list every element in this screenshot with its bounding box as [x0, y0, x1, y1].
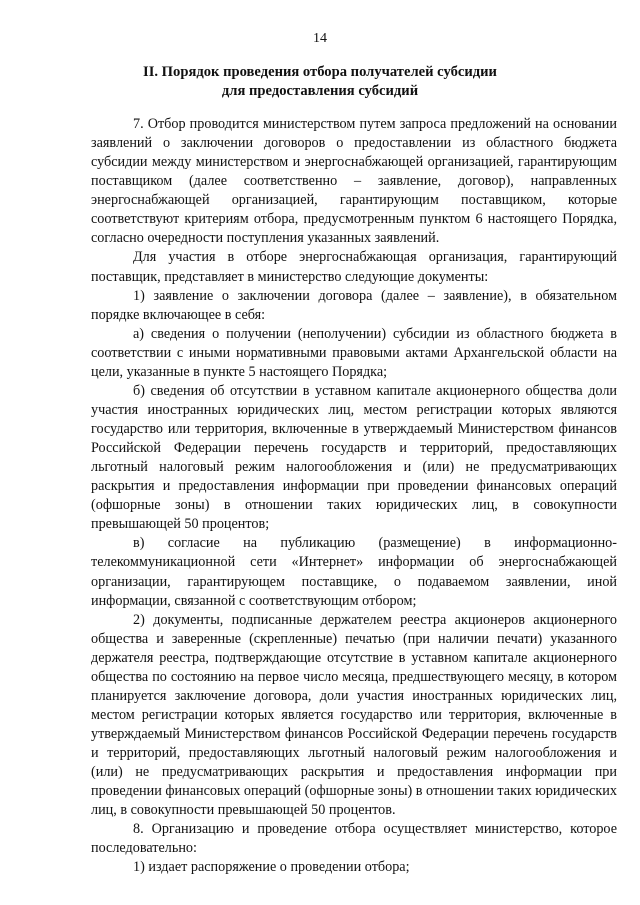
- page-number: 14: [313, 31, 327, 46]
- section-heading-line-2: для предоставления субсидий: [221, 83, 419, 99]
- paragraph-item-2: 2) документы, подписанные держателем реестра акционеров акционерного общества и заверенные (скрепленные) печатью (при наличии печати) указанного держателя реестра, подтверждающие отсутствие в уставном капитале акционерного общества по состоянию на первое число месяца, предшествующего месяцу, в котором планируется заключение договора, доли участия иностранных юридических лиц, местом регистрации которых является государство или территория, включенные в утверждаемый Министерством финансов Российской Федерации перечень государств и территорий, предоставляющих льготный налоговый режим налогообложения и (или) не предусматривающих раскрытия и предоставления информации при проведении финансовых операций (офшорные зоны) в отношении таких юридических лиц, в совокупности превышающей 50 процентов.: [91, 611, 617, 819]
- section-heading: [90, 63, 550, 101]
- paragraph-8-intro: 8. Организацию и проведение отбора осуществляет министерство, которое последовательно:: [91, 821, 617, 857]
- paragraph-8-item-1: 1) издает распоряжение о проведении отбора;: [133, 859, 410, 876]
- paragraph-subitem-a: а) сведения о получении (неполучении) субсидии из областного бюджета в соответствии с иными нормативными правовыми актами Архангельской области на цели, указанные в пункте 5 настоящего Порядка;: [91, 325, 617, 380]
- paragraph-subitem-b: б) сведения об отсутствии в уставном капитале акционерного общества доли участия иностранных юридических лиц, местом регистрации которых являются государство или территория, включенные в утверждаемый Министерством финансов Российской Федерации перечень государств и территорий, предоставляющих льготный налоговый режим налогообложения и (или) не предусматривающих раскрытия и предоставления информации при проведении финансовых операций (офшорные зоны) в отношении таких юридических лиц, в совокупности превышающей 50 процентов;: [91, 382, 617, 533]
- paragraph-item-1: 1) заявление о заключении договора (далее – заявление), в обязательном порядке включающее в себя:: [91, 287, 617, 323]
- paragraph-subitem-v: в) согласие на публикацию (размещение) в информационно-телекоммуникационной сети «Интернет» информации об энергоснабжающей организации, гарантирующем поставщике, о подаваемом заявлении, иной информации, связанной с соответствующим отбором;: [91, 535, 617, 609]
- paragraph-7-intro: 7. Отбор проводится министерством путем запроса предложений на основании заявлений о заключении договоров о предоставлении из областного бюджета субсидии между министерством и энергоснабжающей организацией, гарантирующим поставщиком (далее соответственно – заявление, договор), направленных энергоснабжающей организацией, гарантирующим поставщиком, которые соответствуют критериям отбора, предусмотренным пунктом 6 настоящего Порядка, согласно очередности поступления указанных заявлений.: [91, 116, 617, 247]
- paragraph-documents-intro: Для участия в отборе энергоснабжающая организация, гарантирующий поставщик, представляет в министерство следующие документы:: [91, 249, 617, 285]
- document-body: [91, 115, 617, 878]
- section-heading-line-1: II. Порядок проведения отбора получателей субсидии: [143, 64, 497, 80]
